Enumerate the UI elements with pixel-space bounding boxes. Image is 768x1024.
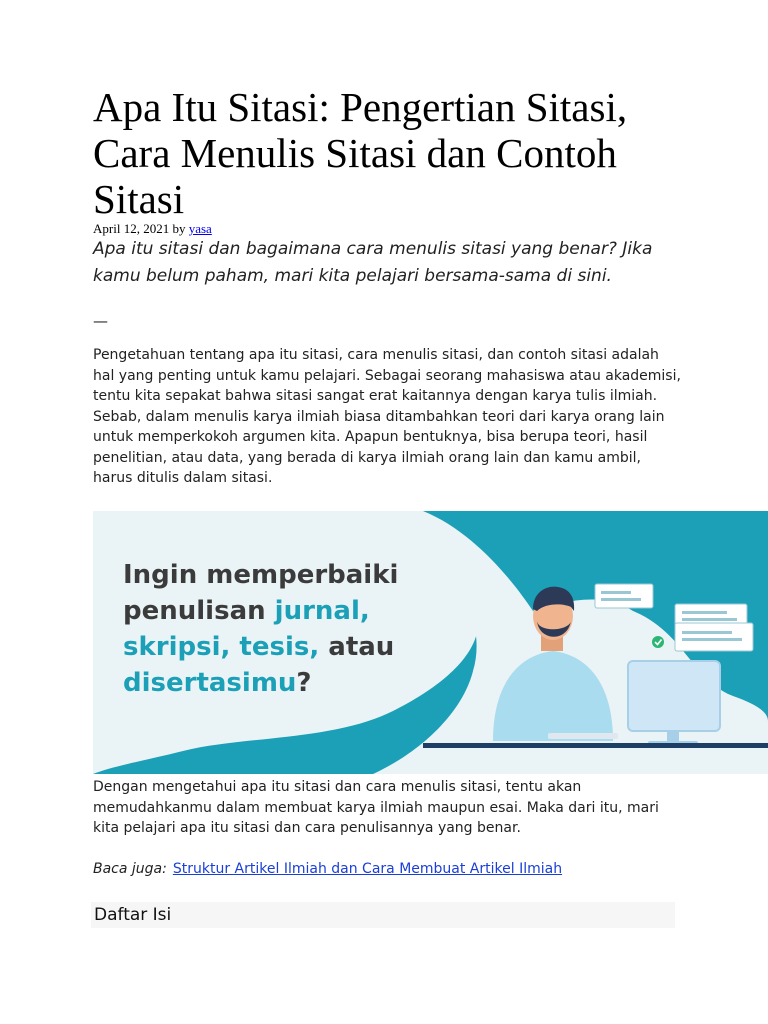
banner-line3b: atau — [319, 632, 395, 662]
toc-title: Daftar Isi — [94, 905, 172, 925]
banner-line2a: penulisan — [123, 596, 275, 626]
banner-headline — [123, 557, 398, 701]
paragraph-intro: Pengetahuan tentang apa itu sitasi, cara menulis sitasi, dan contoh sitasi adalah hal yang penting untuk kamu pelajari. Sebagai seorang mahasiswa atau akademisi, tentu kita sepakat bahwa sitasi sangat erat kaitannya dengan karya tulis ilmiah. Sebab, dalam menulis karya ilmiah biasa ditambahkan teori dari karya orang lain untuk memperkokoh argumen kita. Apapun bentuknya, bisa berupa teori, hasil penelitian, atau data, yang berada di karya ilmiah orang lain dan kamu ambil, harus ditulis dalam sitasi. — [93, 347, 681, 486]
post-meta — [93, 221, 212, 237]
banner-line4b: ? — [296, 668, 312, 698]
post-by: by — [172, 221, 186, 236]
promo-banner-image — [93, 511, 768, 774]
separator: — — [93, 312, 108, 330]
banner-line4a: disertasimu — [123, 668, 297, 698]
article-title: Apa Itu Sitasi: Pengertian Sitasi, Cara Menulis Sitasi dan Contoh Sitasi — [93, 84, 628, 222]
banner-line2b: jurnal, — [274, 596, 370, 626]
read-also — [93, 861, 562, 877]
read-also-link[interactable]: Struktur Artikel Ilmiah dan Cara Membuat Artikel Ilmiah — [172, 861, 563, 877]
desk — [423, 743, 768, 748]
author-link[interactable]: yasa — [188, 221, 212, 236]
paragraph-followup: Dengan mengetahui apa itu sitasi dan cara menulis sitasi, tentu akan memudahkanmu dalam membuat karya ilmiah maupun esai. Maka dari itu, mari kita pelajari apa itu sitasi dan cara penulisannya yang benar. — [93, 779, 659, 836]
article-lead: Apa itu sitasi dan bagaimana cara menulis sitasi yang benar? Jika kamu belum paham, mari kita pelajari bersama-sama di sini. — [93, 239, 653, 286]
banner-line3a: skripsi, tesis, — [123, 632, 320, 662]
post-date: April 12, 2021 — [93, 221, 170, 236]
banner-line1: Ingin memperbaiki — [123, 560, 399, 590]
table-of-contents[interactable] — [91, 902, 675, 928]
read-also-label: Baca juga: — [93, 861, 167, 877]
